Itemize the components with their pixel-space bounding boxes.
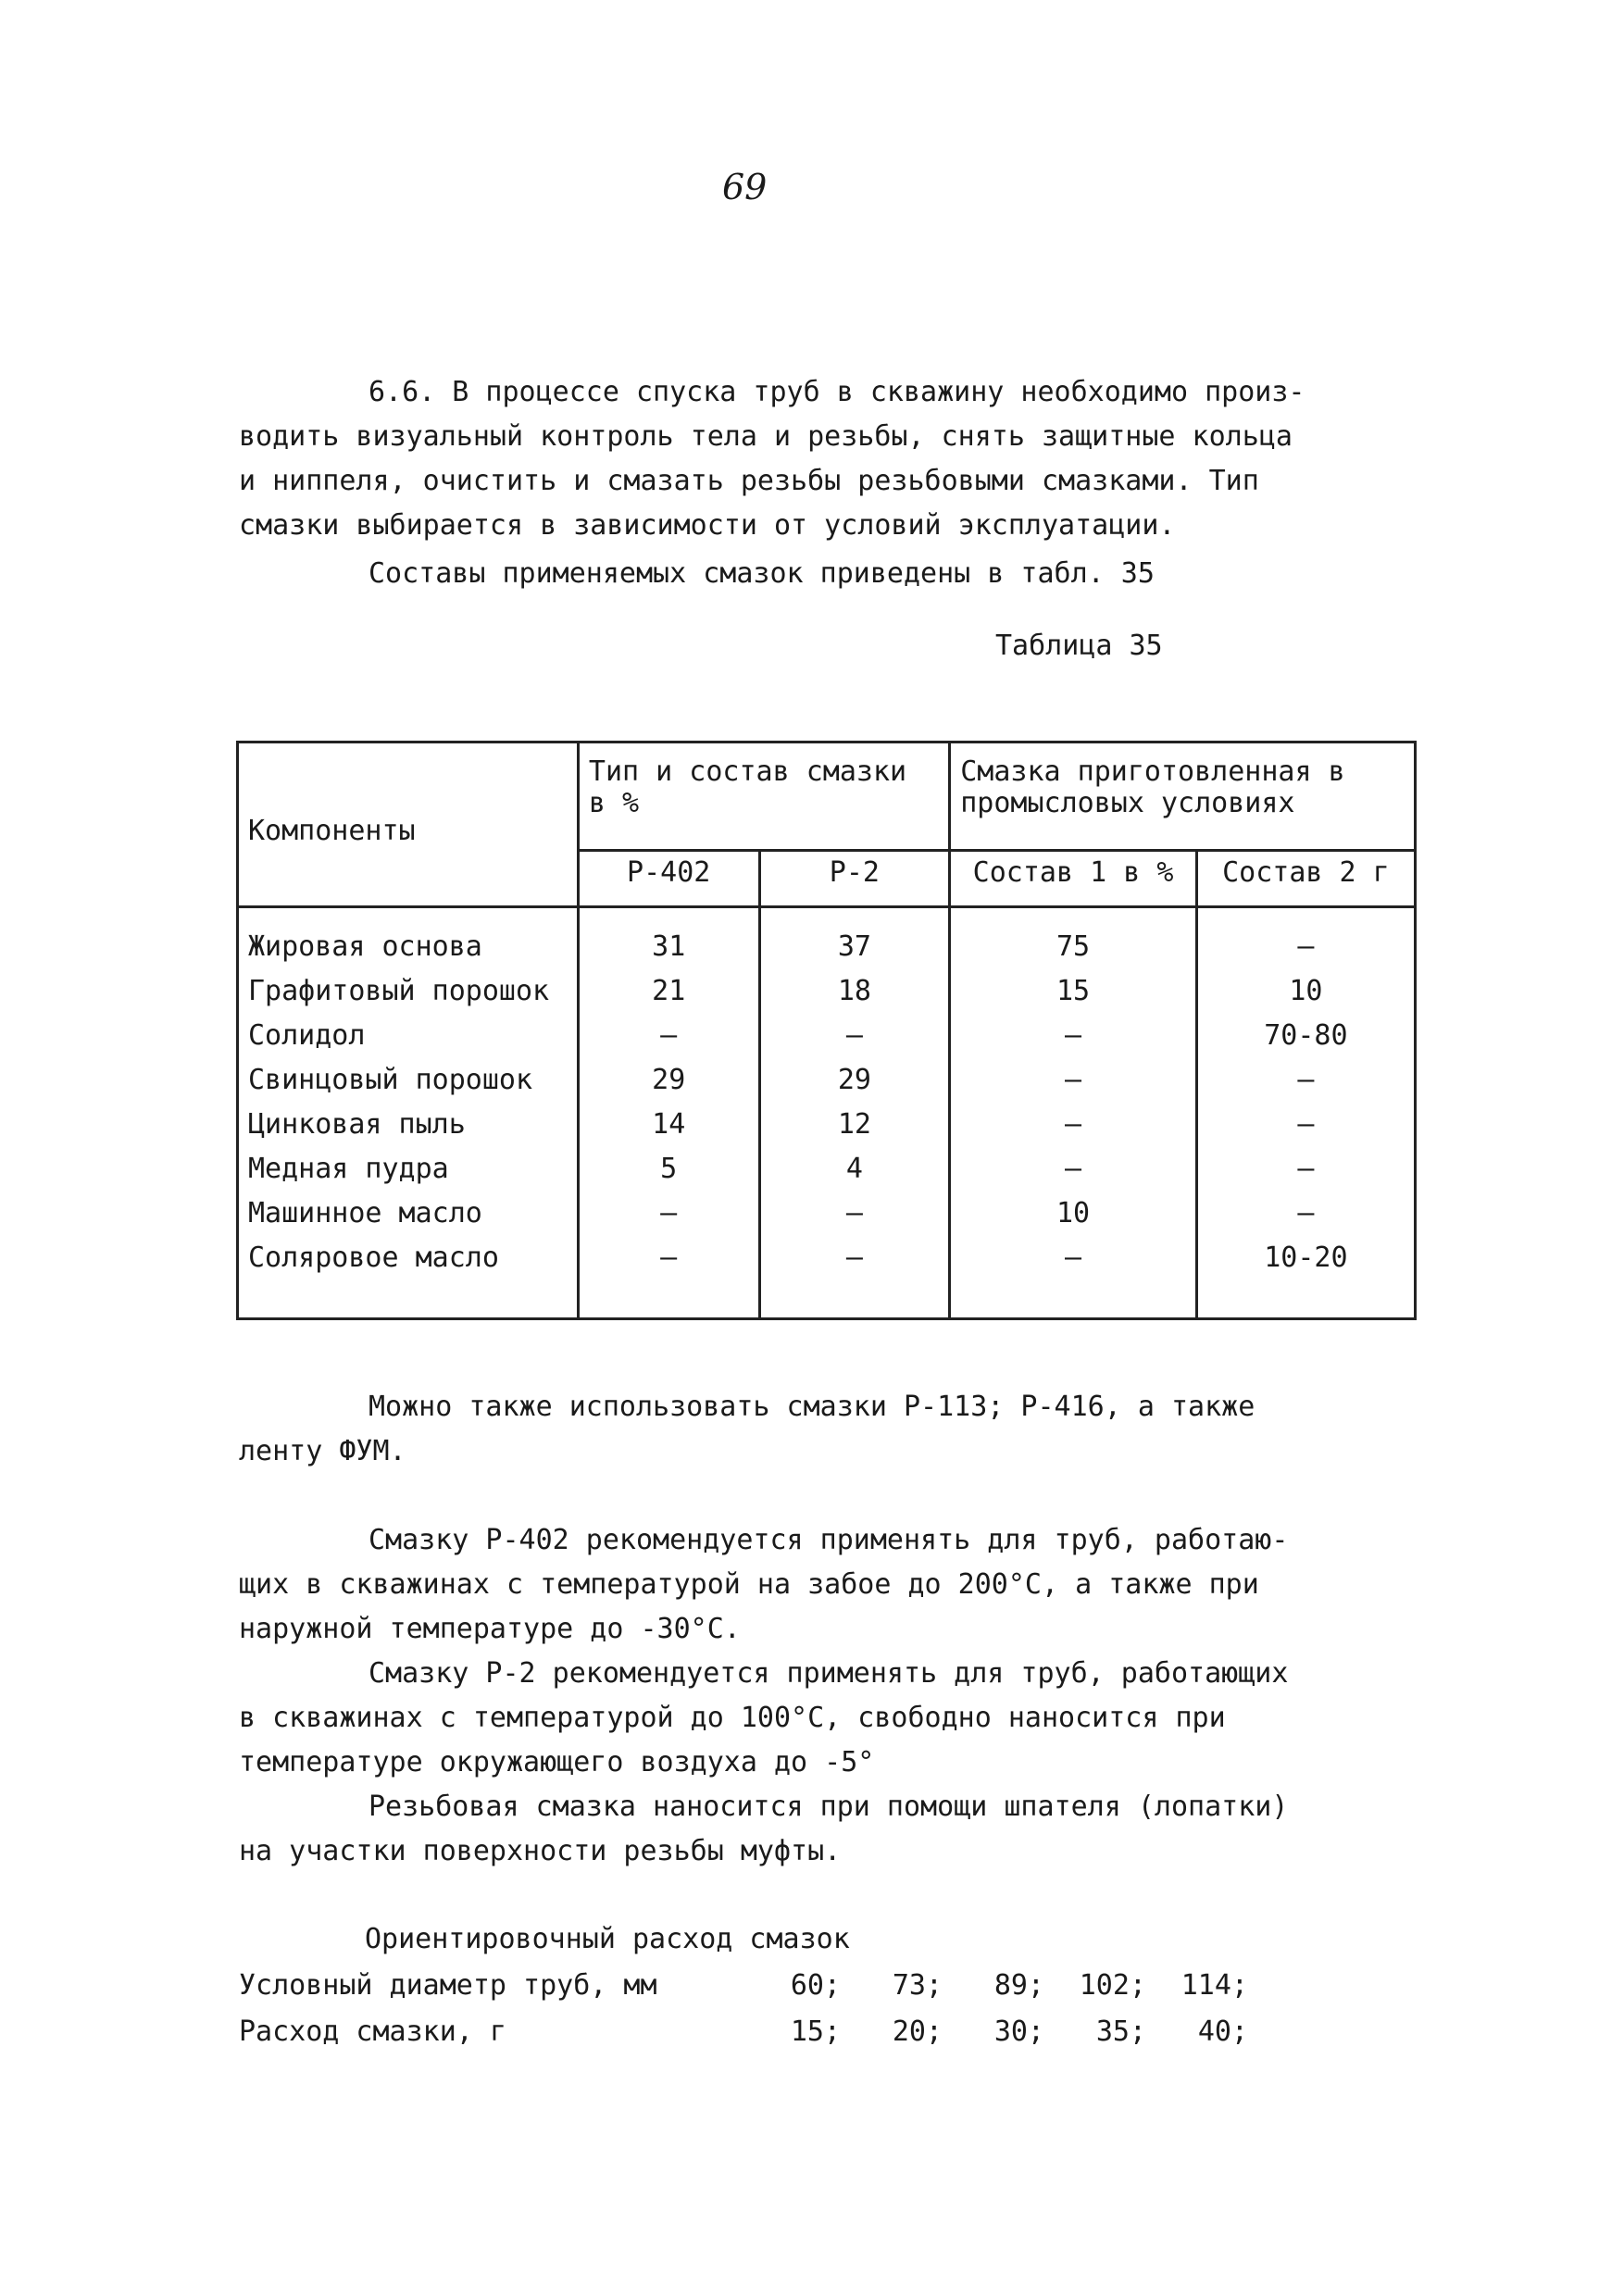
cell: 5 [578, 1147, 759, 1192]
cell: 21 [578, 969, 759, 1014]
cell: 14 [578, 1103, 759, 1147]
p2-text: Составы применяемых смазок приведены в табл. 35 [369, 557, 1155, 590]
amount-value: 15; [790, 2015, 841, 2048]
row-name: Цинковая пыль [238, 1103, 579, 1147]
table-row [238, 1236, 1416, 1319]
p1-line-4: смазки выбирается в зависимости от условий эксплуатации. [239, 509, 1176, 542]
p5-line-2: в скважинах с температурой до 100°С, свободно наносится при [239, 1702, 1226, 1734]
row-name: Свинцовый порошок [238, 1058, 579, 1103]
paragraph-application [239, 1785, 1396, 1874]
table-row [238, 969, 1416, 1014]
cell: – [950, 1236, 1197, 1319]
amount-value: 30; [993, 2015, 1044, 2048]
subheader-r2: Р-2 [759, 851, 950, 907]
cell: – [950, 1147, 1197, 1192]
cell: – [578, 1014, 759, 1058]
cell: – [578, 1192, 759, 1236]
p5-line-1: Смазку Р-2 рекомендуется применять для труб, работающих [369, 1657, 1289, 1690]
cell: 15 [950, 969, 1197, 1014]
subheader-composition-1: Состав 1 в % [950, 851, 1197, 907]
cell: 37 [759, 907, 950, 970]
amount-label: Расход смазки, г [239, 2015, 506, 2048]
cell: – [950, 1058, 1197, 1103]
table-row [238, 907, 1416, 970]
header-field: Смазка приготовленная в промысловых условиях [950, 742, 1416, 851]
table-caption: Таблица 35 [995, 630, 1163, 662]
subheader-composition-2: Состав 2 г [1196, 851, 1415, 907]
cell: – [1196, 1103, 1415, 1147]
row-name: Соляровое масло [238, 1236, 579, 1319]
subheader-r402: Р-402 [578, 851, 759, 907]
header-type: Тип и состав смазки в % [578, 742, 949, 851]
cell: – [950, 1103, 1197, 1147]
diameter-row [239, 1963, 1396, 2009]
header-components: Компоненты [238, 742, 579, 907]
p3-line-1: Можно также использовать смазки Р-113; Р-416, а также [369, 1391, 1255, 1423]
cell: – [1196, 1147, 1415, 1192]
p4-line-1: Смазку Р-402 рекомендуется применять для труб, работаю- [369, 1524, 1289, 1556]
cell: – [759, 1236, 950, 1319]
table-row [238, 1014, 1416, 1058]
row-name: Солидол [238, 1014, 579, 1058]
cell: 10-20 [1196, 1236, 1415, 1319]
cell: 75 [950, 907, 1197, 970]
p4-line-2: щих в скважинах с температурой на забое до 200°С, а также при [239, 1568, 1259, 1601]
cell: 10 [950, 1192, 1197, 1236]
p3-line-2: ленту ФУМ. [239, 1435, 406, 1467]
amount-value: 35; [1095, 2015, 1146, 2048]
cell: 29 [759, 1058, 950, 1103]
row-name: Машинное масло [238, 1192, 579, 1236]
diameter-value: 102; [1079, 1969, 1146, 2002]
diameter-value: 73; [892, 1969, 943, 2002]
p1-line-1: 6.6. В процессе спуска труб в скважину необходимо произ- [369, 376, 1305, 408]
consumption-title: Ориентировочный расход смазок [365, 1923, 850, 1955]
p1-line-2: водить визуальный контроль тела и резьбы, снять защитные кольца [239, 420, 1293, 453]
paragraph-6-6 [239, 370, 1396, 548]
row-name: Медная пудра [238, 1147, 579, 1192]
lubricant-table [236, 741, 1417, 1320]
cell: 10 [1196, 969, 1415, 1014]
cell: – [578, 1236, 759, 1319]
paragraph-compositions [239, 552, 1396, 596]
diameter-value: 114; [1181, 1969, 1248, 2002]
cell: 70-80 [1196, 1014, 1415, 1058]
consumption-section [239, 1916, 1396, 2055]
table-row [238, 1147, 1416, 1192]
amount-value: 20; [892, 2015, 943, 2048]
cell: 31 [578, 907, 759, 970]
p5-line-3: температуре окружающего воздуха до -5° [239, 1746, 875, 1778]
amount-value: 40; [1197, 2015, 1248, 2048]
cell: – [759, 1014, 950, 1058]
paragraph-alternatives [239, 1385, 1396, 1474]
cell: – [950, 1014, 1197, 1058]
paragraph-r2 [239, 1652, 1396, 1785]
row-name: Жировая основа [238, 907, 579, 970]
page-number: 69 [722, 167, 768, 207]
diameter-label: Условный диаметр труб, мм [239, 1969, 657, 2002]
cell: 12 [759, 1103, 950, 1147]
diameter-value: 60; [790, 1969, 841, 2002]
table-row [238, 1058, 1416, 1103]
cell: – [1196, 907, 1415, 970]
amount-row [239, 2009, 1396, 2055]
cell: – [1196, 1192, 1415, 1236]
cell: – [759, 1192, 950, 1236]
cell: 29 [578, 1058, 759, 1103]
p1-line-3: и ниппеля, очистить и смазать резьбы резьбовыми смазками. Тип [239, 465, 1259, 497]
cell: 18 [759, 969, 950, 1014]
p6-line-1: Резьбовая смазка наносится при помощи шпателя (лопатки) [369, 1791, 1289, 1823]
cell: 4 [759, 1147, 950, 1192]
cell: – [1196, 1058, 1415, 1103]
p4-line-3: наружной температуре до -30°С. [239, 1613, 741, 1645]
row-name: Графитовый порошок [238, 969, 579, 1014]
p6-line-2: на участки поверхности резьбы муфты. [239, 1835, 842, 1867]
diameter-value: 89; [993, 1969, 1044, 2002]
table-row [238, 1103, 1416, 1147]
paragraph-r402 [239, 1518, 1396, 1652]
table-row [238, 1192, 1416, 1236]
